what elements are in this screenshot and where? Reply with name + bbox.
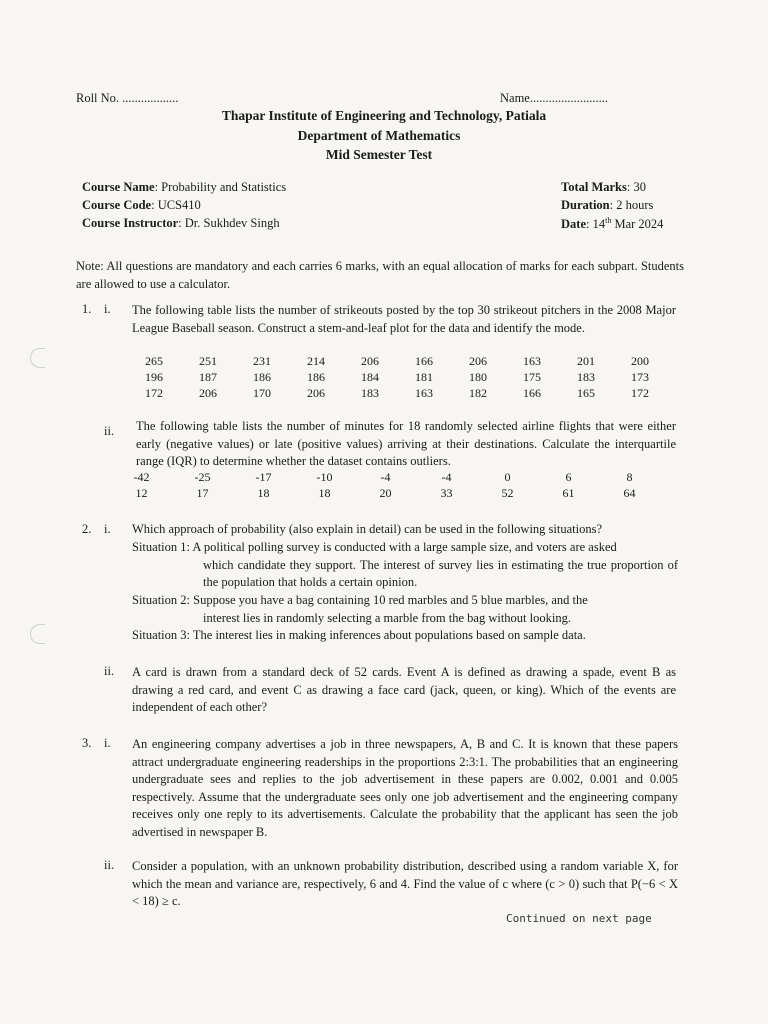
table-cell: 0 [504,470,511,484]
exam-title: Mid Semester Test [325,147,433,162]
table-cell: 231 [253,354,271,368]
table-cell: 201 [577,354,595,368]
table-cell: 206 [469,354,487,368]
subpart-label: i. [104,522,111,536]
table-cell: 206 [199,386,217,400]
instructions-note: Note: All questions are mandatory and each carries 6 marks, with an equal allocation of marks for each subpart. Students are allowed to use a calculator. [76,259,684,291]
table-cell: -4 [441,470,452,484]
total-marks: Total Marks: 30 [561,180,646,194]
table-cell: 18 [257,486,270,500]
question-text: Which approach of probability (also explain in detail) can be used in the following situations? [132,522,603,536]
subpart-label: i. [104,302,111,316]
strikeouts-table [127,354,667,401]
institute-title: Thapar Institute of Engineering and Technology, Patiala [221,108,547,123]
table-cell: 200 [631,354,649,368]
table-cell: -10 [316,470,333,484]
table-cell: 186 [307,370,325,384]
table-cell: 251 [199,354,217,368]
exam-date: Date: 14th Mar 2024 [561,216,664,232]
course-code: Course Code: UCS410 [82,198,201,212]
table-cell: 6 [565,470,572,484]
table-cell: 186 [253,370,271,384]
table-cell: 163 [415,386,433,400]
table-cell: 265 [145,354,163,368]
roll-no-field: Roll No. .................. [76,91,179,105]
subpart-label: ii. [104,424,115,438]
table-cell: 196 [145,370,163,384]
table-cell: 165 [577,386,595,400]
flight-minutes-table [111,470,660,501]
table-cell: -17 [255,470,272,484]
table-cell: 163 [523,354,541,368]
department-title: Department of Mathematics [297,128,461,143]
table-cell: 172 [631,386,649,400]
question-text: The following table lists the number of strikeouts posted by the top 30 strikeout pitchers in the 2008 Major League Baseball season. Construct a stem-and-leaf plot for the data and identify the mode. [132,303,676,335]
table-cell: 182 [469,386,487,400]
situation-2: Situation 2: Suppose you have a bag containing 10 red marbles and 5 blue marbles, and the interest lies in randomly selecting a marble from the bag without looking. [132,593,588,625]
table-cell: 20 [379,486,392,500]
question-number: 2. [82,522,92,536]
table-cell: 166 [415,354,433,368]
table-cell: -25 [194,470,211,484]
table-cell: 12 [135,486,148,500]
table-cell: 183 [577,370,595,384]
name-field: Name......................... [500,91,608,105]
course-name: Course Name: Probability and Statistics [82,180,287,194]
table-cell: 18 [318,486,331,500]
question-text: Consider a population, with an unknown probability distribution, described using a random variable X, for which the mean and variance are, respectively, 6 and 4. Find the value of c where (c > 0) such that P(−6 < X < 18) ≥ c. [132,859,678,908]
table-cell: 214 [307,354,325,368]
table-cell: 187 [199,370,217,384]
question-text: The following table lists the number of minutes for 18 randomly selected airline flights that were either early (negative values) or late (positive values) arriving at their destinations. Calculate the interquartile range (IQR) to determine whether the dataset contains outliers. [136,419,676,468]
table-cell: 206 [307,386,325,400]
table-cell: 33 [440,486,453,500]
table-cell: 172 [145,386,163,400]
table-cell: 61 [562,486,575,500]
situation-1: Situation 1: A political polling survey is conducted with a large sample size, and voters are asked which candidate they support. The interest of survey lies in estimating the true proportion of the population that holds a certain opinion. [132,540,678,589]
table-cell: 52 [501,486,514,500]
punch-hole [30,348,45,368]
table-cell: 183 [361,386,379,400]
subpart-label: ii. [104,858,115,872]
table-cell: 17 [196,486,209,500]
table-cell: -4 [380,470,391,484]
course-instructor: Course Instructor: Dr. Sukhdev Singh [82,216,280,230]
question-number: 3. [82,736,92,750]
question-text: An engineering company advertises a job in three newspapers, A, B and C. It is known that these papers attract undergraduate engineering readerships in the proportions 2:3:1. The probabilities that an engineering undergraduate sees and replies to the job advertisement in these papers are 0.002, 0.001 and 0.005 respectively. Assume that the undergraduate sees only one job advertisement and the engineering company receives only one reply to its advertisements. Calculate the probability that the applicant has seen the job advertised in newspaper B. [132,737,678,839]
continued-footer: Continued on next page [506,912,652,925]
table-cell: 173 [631,370,649,384]
situation-3: Situation 3: The interest lies in making inferences about populations based on sample data. [132,628,586,642]
duration: Duration: 2 hours [561,198,654,212]
subpart-label: i. [104,736,111,750]
table-cell: 166 [523,386,541,400]
table-cell: 170 [253,386,271,400]
table-cell: 206 [361,354,379,368]
table-cell: 184 [361,370,379,384]
table-cell: 8 [626,470,633,484]
question-text: A card is drawn from a standard deck of 52 cards. Event A is defined as drawing a spade, event B as drawing a red card, and event C as drawing a face card (jack, queen, or king). Which of the events are independent of each other? [132,665,676,714]
punch-hole [30,624,45,644]
table-cell: 175 [523,370,541,384]
subpart-label: ii. [104,664,115,678]
question-number: 1. [82,302,92,316]
table-cell: 181 [415,370,433,384]
table-cell: -42 [133,470,150,484]
table-cell: 64 [623,486,636,500]
table-cell: 180 [469,370,487,384]
